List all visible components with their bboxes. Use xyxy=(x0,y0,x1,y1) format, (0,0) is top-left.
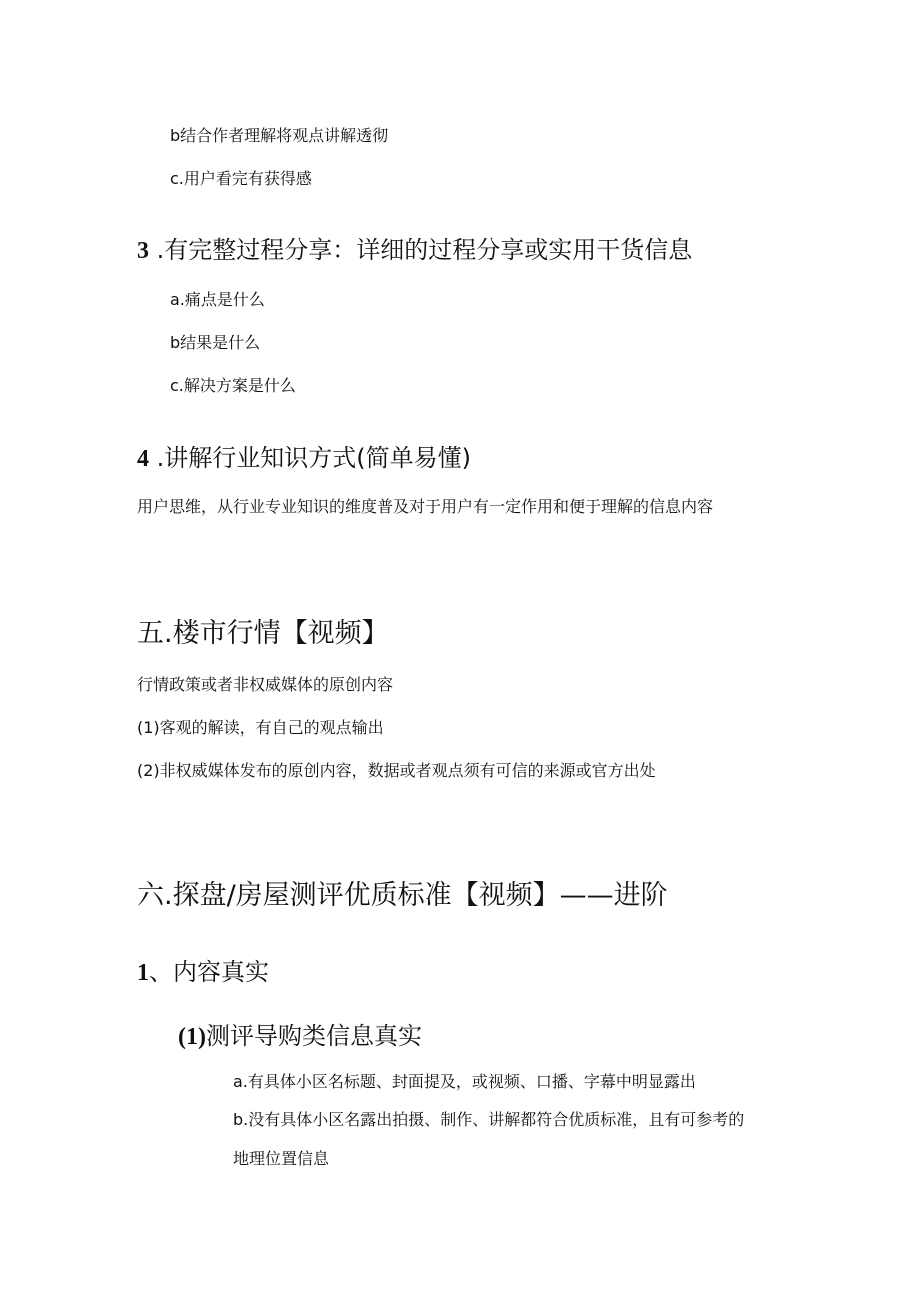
chapter-heading: 六.探盘/房屋测评优质标准【视频】——进阶 xyxy=(137,880,668,911)
subsection-heading: (1)测评导购类信息真实 xyxy=(178,1022,422,1050)
section-heading: 1、内容真实 xyxy=(137,958,269,986)
text-line: c.用户看完有获得感 xyxy=(170,169,312,188)
list-item-continuation: 地理位置信息 xyxy=(233,1149,330,1168)
text-line: b结合作者理解将观点讲解透彻 xyxy=(170,126,389,145)
list-item: a.痛点是什么 xyxy=(170,290,265,309)
list-item: b结果是什么 xyxy=(170,333,261,352)
list-item: a.有具体小区名标题、封面提及，或视频、口播、字幕中明显露出 xyxy=(233,1072,696,1091)
section-heading: 3 .有完整过程分享：详细的过程分享或实用干货信息 xyxy=(137,236,693,264)
chapter-heading: 五.楼市行情【视频】 xyxy=(137,618,389,649)
paragraph: (2)非权威媒体发布的原创内容，数据或者观点须有可信的来源或官方出处 xyxy=(137,761,656,780)
section-heading: 4 .讲解行业知识方式(简单易懂) xyxy=(137,444,471,472)
paragraph: 行情政策或者非权威媒体的原创内容 xyxy=(137,675,394,694)
list-item: c.解决方案是什么 xyxy=(170,376,296,395)
list-item: b.没有具体小区名露出拍摄、制作、讲解都符合优质标准，且有可参考的 xyxy=(233,1110,745,1129)
paragraph: (1)客观的解读，有自己的观点输出 xyxy=(137,718,384,737)
paragraph: 用户思维，从行业专业知识的维度普及对于用户有一定作用和便于理解的信息内容 xyxy=(137,497,714,516)
